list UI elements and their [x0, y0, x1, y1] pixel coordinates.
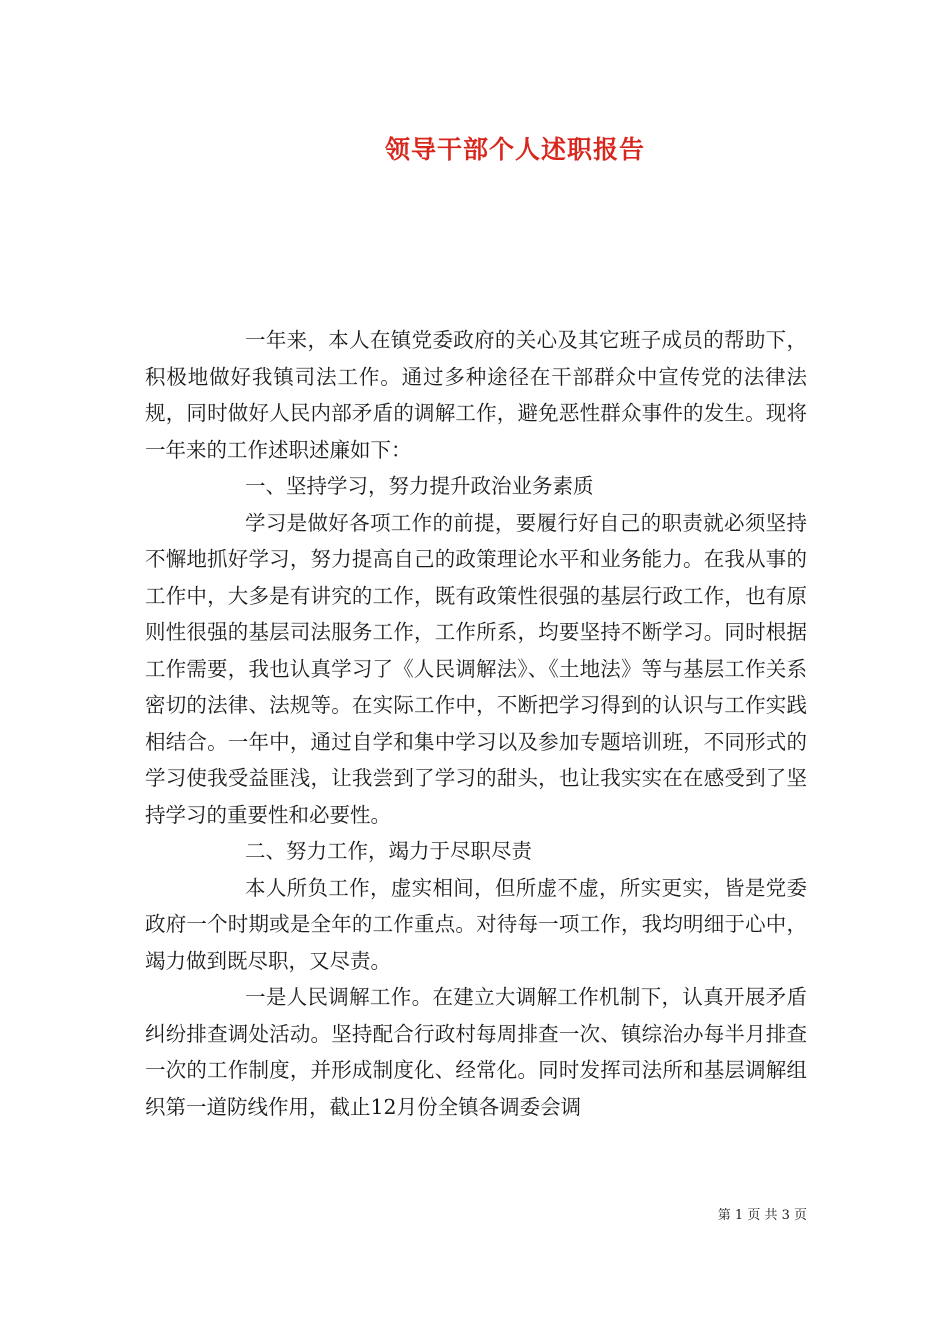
- section-heading-1: 一、坚持学习，努力提升政治业务素质: [245, 474, 594, 498]
- paragraph-mediation: 一是人民调解工作。在建立大调解工作机制下，认真开展矛盾纠纷排查调处活动。坚持配合行政村每周排查一次、镇综治办每半月排查一次的工作制度，并形成制度化、经常化。同时发挥司法所和基层调解组织第一道防线作用，截止12月份全镇各调委会调: [145, 985, 807, 1119]
- paragraph-intro: 一年来，本人在镇党委政府的关心及其它班子成员的帮助下，积极地做好我镇司法工作。通过多种途径在干部群众中宣传党的法律法规，同时做好人民内部矛盾的调解工作，避免恶性群众事件的发生。现将一年来的工作述职述廉如下：: [145, 328, 807, 462]
- section-heading-2: 二、努力工作，竭力于尽职尽责: [245, 839, 532, 863]
- paragraph-duties: 本人所负工作，虚实相间，但所虚不虚，所实更实，皆是党委政府一个时期或是全年的工作重点。对待每一项工作，我均明细于心中，竭力做到既尽职，又尽责。: [145, 875, 807, 973]
- paragraph-study: 学习是做好各项工作的前提，要履行好自己的职责就必须坚持不懈地抓好学习，努力提高自己的政策理论水平和业务能力。在我从事的工作中，大多是有讲究的工作，既有政策性很强的基层行政工作，也有原则性很强的基层司法服务工作，工作所系，均要坚持不断学习。同时根据工作需要，我也认真学习了《人民调解法》、《土地法》等与基层工作关系密切的法律、法规等。在实际工作中，不断把学习得到的认识与工作实践相结合。一年中，通过自学和集中学习以及参加专题培训班，不同形式的学习使我受益匪浅，让我尝到了学习的甜头，也让我实实在在感受到了坚持学习的重要性和必要性。: [145, 510, 807, 827]
- document-body: [145, 322, 807, 1125]
- page-footer: 第 1 页 共 3 页: [717, 1208, 807, 1223]
- page-title: 领导干部个人述职报告: [384, 135, 645, 164]
